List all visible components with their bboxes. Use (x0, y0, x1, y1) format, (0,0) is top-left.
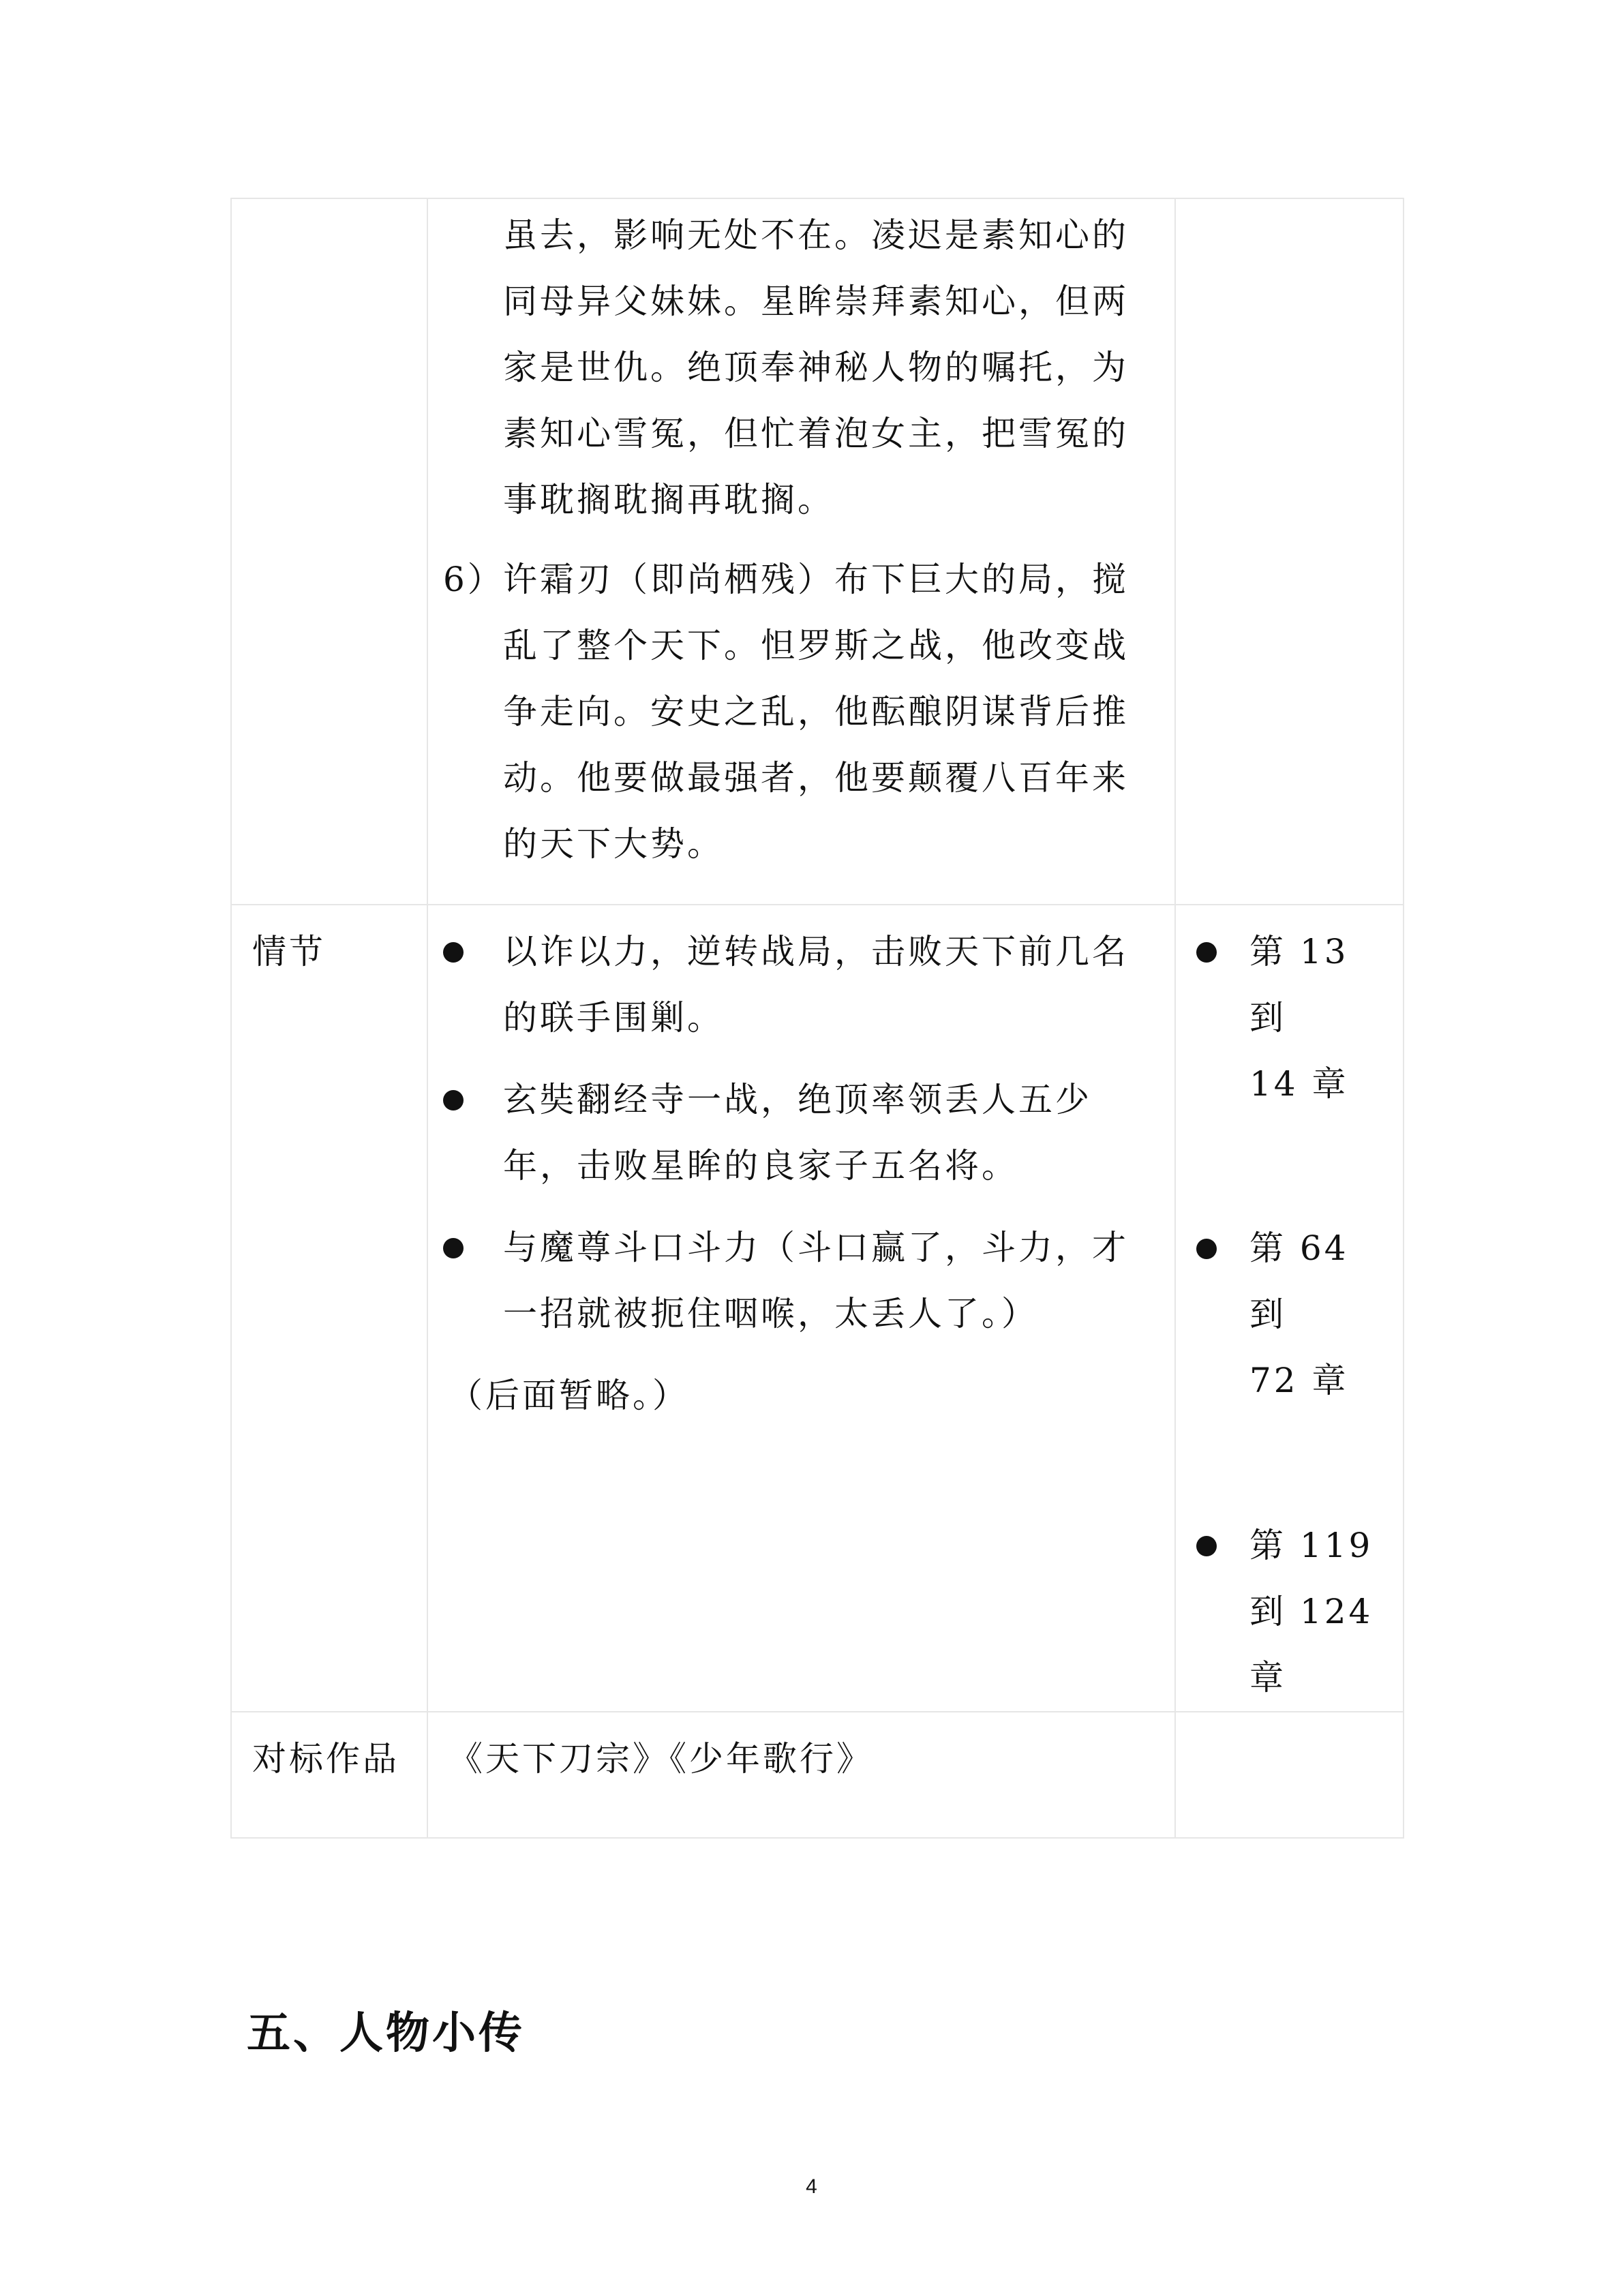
table-row-plot (231, 905, 1404, 1712)
table-row-continuation (231, 198, 1404, 905)
paragraph-line: 家是世仇。绝顶奉神秘人物的嘱托，为 (503, 348, 1129, 387)
paragraph-line: 事耽搁耽搁再耽搁。 (503, 480, 834, 519)
list-item (428, 1215, 1161, 1347)
list-item (1176, 1513, 1396, 1711)
chapter-line: 14 章 (1249, 1064, 1349, 1104)
row-label-plot: 情节 (231, 905, 427, 1712)
paragraph-line: 素知心雪冤，但忙着泡女主，把雪冤的 (503, 414, 1129, 453)
section-heading: 五、人物小传 (247, 2008, 525, 2059)
paragraph-line: 的天下大势。 (503, 824, 724, 864)
page-number: 4 (806, 2175, 817, 2198)
paragraph-continued (428, 199, 1174, 533)
list-item-line: 与魔尊斗口斗力（斗口赢了，斗力，才 (503, 1228, 1129, 1267)
label-cell-empty (231, 198, 427, 905)
chapter-line: 第 119 (1249, 1526, 1374, 1565)
list-item (428, 1067, 1161, 1199)
list-item-line: 的联手围剿。 (503, 998, 724, 1038)
chapter-list (1176, 905, 1403, 1711)
row-label-benchmark: 对标作品 (231, 1712, 427, 1838)
content-cell-continuation (427, 198, 1175, 905)
table-row-benchmark (231, 1712, 1404, 1838)
paragraph-6 (428, 547, 1174, 877)
list-item (428, 919, 1161, 1051)
paragraph-line: 乱了整个天下。怛罗斯之战，他改变战 (503, 626, 1129, 665)
list-item-line: 以诈以力，逆转战局，击败天下前几名 (503, 932, 1129, 971)
chapter-line: 第 13 到 (1249, 932, 1349, 1038)
content-table (230, 198, 1404, 1839)
list-item (1176, 1215, 1396, 1414)
list-item-line: 年，击败星眸的良家子五名将。 (503, 1146, 1018, 1185)
chapter-line: 章 (1249, 1658, 1286, 1697)
list-item-line: 玄奘翻经寺一战，绝顶率领丢人五少 (503, 1080, 1092, 1119)
list-item-line: 一招就被扼住咽喉，太丢人了。） (503, 1294, 1038, 1333)
paragraph-line: 同母异父妹妹。星眸崇拜素知心，但两 (503, 282, 1129, 321)
plot-note: （后面暂略。） (449, 1376, 689, 1415)
chapter-cell-empty (1175, 1712, 1404, 1838)
paragraph-line: 虽去，影响无处不在。凌迟是素知心的 (503, 215, 1129, 255)
chapter-cell-empty (1175, 198, 1404, 905)
content-cell-plot (427, 905, 1175, 1712)
paragraph-line: 争走向。安史之乱，他酝酿阴谋背后推 (503, 692, 1129, 731)
chapter-line: 72 章 (1249, 1361, 1349, 1400)
chapter-line: 第 64 到 (1249, 1228, 1349, 1334)
paragraph-line: 许霜刃（即尚栖残）布下巨大的局，搅 (503, 560, 1129, 599)
chapter-cell-plot (1175, 905, 1404, 1712)
benchmark-works: 《天下刀宗》《少年歌行》 (449, 1739, 873, 1779)
list-item (1176, 919, 1396, 1117)
content-cell-benchmark (427, 1712, 1175, 1838)
paragraph-line: 动。他要做最强者，他要颠覆八百年来 (503, 758, 1129, 798)
plot-bullet-list (428, 905, 1174, 1347)
paragraph-number: 6） (443, 560, 504, 599)
chapter-line: 到 124 (1249, 1592, 1374, 1631)
